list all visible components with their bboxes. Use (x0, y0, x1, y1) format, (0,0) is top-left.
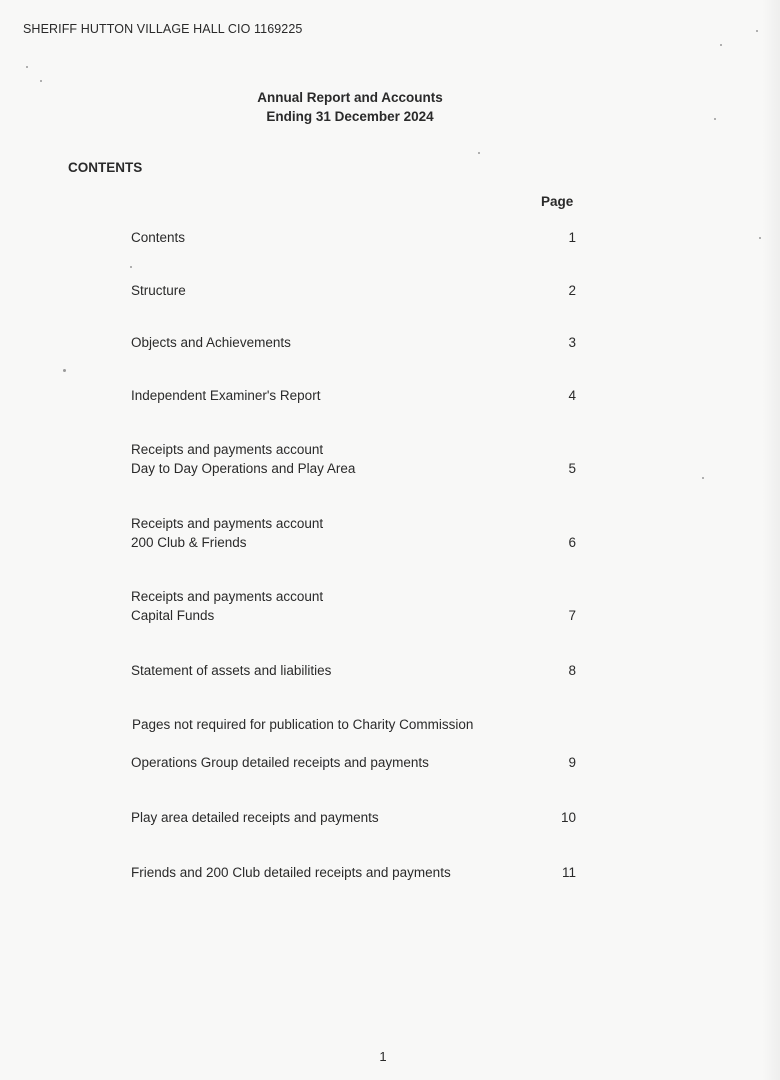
toc-entry-page: 3 (568, 335, 576, 350)
report-title (0, 88, 700, 126)
toc-entry-label: Objects and Achievements (131, 335, 291, 350)
scan-speck (478, 152, 480, 154)
toc-entry-structure (131, 282, 576, 301)
toc-entry-label: Operations Group detailed receipts and payments (131, 755, 429, 770)
toc-entry-label: Receipts and payments account (131, 516, 324, 531)
scan-speck (720, 44, 722, 46)
page-column-heading: Page (541, 194, 574, 209)
toc-entry-operations-account (131, 441, 576, 478)
toc-entry-page: 5 (568, 460, 576, 476)
toc-entry-page: 9 (568, 755, 576, 770)
toc-entry-page: 10 (560, 810, 576, 825)
report-title-line-1: Annual Report and Accounts (257, 90, 443, 105)
toc-entry-label: Receipts and payments account (131, 442, 324, 457)
toc-entry-examiner-report (131, 387, 576, 406)
toc-entry-page: 1 (568, 230, 576, 245)
toc-entry-contents (131, 229, 576, 248)
scan-edge-shadow (762, 0, 780, 1080)
toc-entry-capital-account (131, 588, 576, 625)
toc-entry-label: Independent Examiner's Report (131, 388, 321, 403)
toc-entry-play-area-detail (131, 809, 576, 828)
toc-entry-label: Play area detailed receipts and payments (131, 810, 379, 825)
toc-entry-assets-statement (131, 662, 576, 681)
report-title-line-2: Ending 31 December 2024 (266, 109, 434, 124)
toc-entry-page: 4 (568, 388, 576, 403)
toc-entry-sublabel: Capital Funds (131, 607, 215, 623)
toc-entry-label: Statement of assets and liabilities (131, 663, 332, 678)
toc-entry-page: 7 (568, 607, 576, 623)
toc-entry-label: Contents (131, 230, 186, 245)
organisation-header: SHERIFF HUTTON VILLAGE HALL CIO 1169225 (23, 22, 303, 36)
toc-entry-label: Receipts and payments account (131, 589, 324, 604)
toc-entry-friends-detail (131, 864, 576, 883)
scan-speck (63, 369, 66, 372)
toc-entry-label: Friends and 200 Club detailed receipts and payments (131, 865, 451, 880)
scan-speck (130, 266, 132, 268)
footer-page-number: 1 (379, 1049, 387, 1064)
scan-speck (702, 477, 704, 479)
toc-entry-page: 2 (568, 283, 576, 298)
not-required-note: Pages not required for publication to Charity Commission (132, 717, 474, 732)
scan-speck (759, 237, 761, 239)
toc-entry-operations-detail (131, 754, 576, 773)
contents-heading: CONTENTS (68, 160, 143, 175)
scan-speck (26, 66, 28, 68)
toc-entry-200club-account (131, 515, 576, 552)
toc-entry-label: Structure (131, 283, 186, 298)
toc-entry-page: 6 (568, 534, 576, 550)
toc-entry-sublabel: Day to Day Operations and Play Area (131, 460, 356, 476)
toc-entry-sublabel: 200 Club & Friends (131, 534, 247, 550)
toc-entry-page: 11 (561, 865, 576, 880)
scan-speck (756, 30, 758, 32)
scan-speck (40, 80, 42, 82)
toc-entry-page: 8 (568, 663, 576, 678)
scan-speck (714, 118, 716, 120)
toc-entry-objects (131, 334, 576, 353)
